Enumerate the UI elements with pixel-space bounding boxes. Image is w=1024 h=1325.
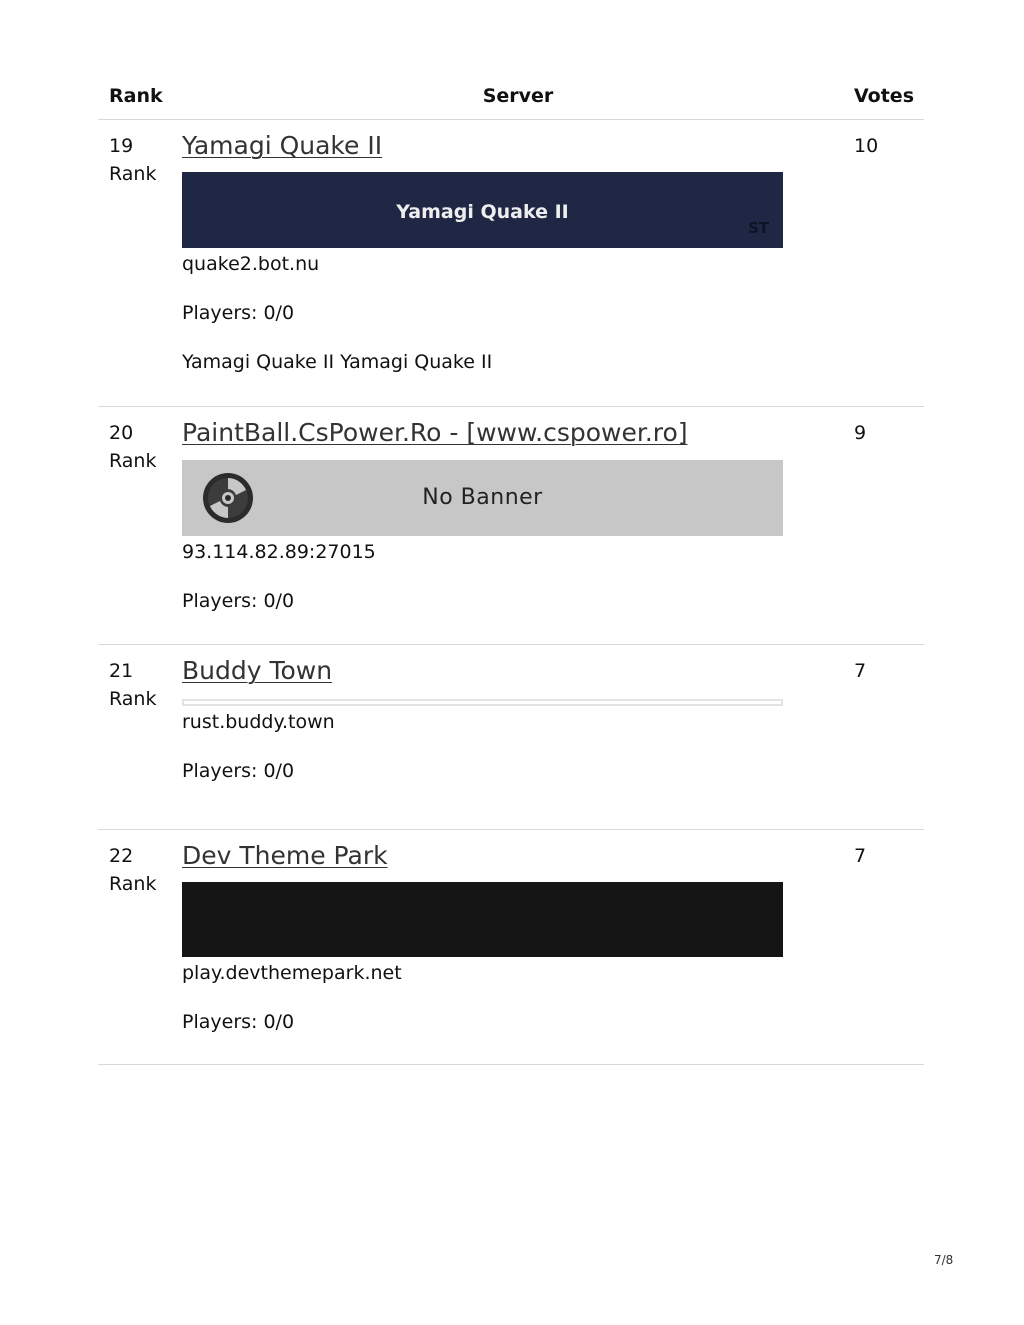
rank-column-header: Rank [109,85,163,107]
server-cell [182,645,854,829]
banner-text: No Banner [422,485,543,510]
rank-number: 21 [109,660,134,682]
server-name-link[interactable]: Yamagi Quake II [182,131,383,160]
player-count: Players: 0/0 [182,302,295,324]
player-count: Players: 0/0 [182,760,295,782]
table-row [98,120,924,407]
table-header [98,75,924,120]
table-row [98,407,924,645]
table-row [98,645,924,830]
server-cell [182,830,854,1064]
rank-cell [98,407,182,644]
server-name-link[interactable]: Buddy Town [182,656,333,685]
rank-cell [98,120,182,406]
server-cell [182,407,854,644]
banner-tag: ST [747,219,769,237]
rank-number: 22 [109,845,134,867]
server-banner[interactable] [182,882,783,957]
server-name-link[interactable]: Dev Theme Park [182,841,388,870]
rank-label: Rank [109,873,157,895]
rank-cell [98,645,182,829]
banner-title: Yamagi Quake II [396,201,569,223]
vote-count: 10 [854,135,879,157]
votes-column-header: Votes [854,85,914,107]
server-host: rust.buddy.town [182,711,335,733]
server-column-header: Server [482,85,554,107]
server-description: Yamagi Quake II Yamagi Quake II [182,351,493,373]
server-banner[interactable] [182,460,783,536]
rank-number: 20 [109,422,134,444]
rank-label: Rank [109,688,157,710]
player-count: Players: 0/0 [182,1011,295,1033]
vote-count: 9 [854,422,867,444]
player-count: Players: 0/0 [182,590,295,612]
server-host: play.devthemepark.net [182,962,402,984]
table-row [98,830,924,1065]
rank-number: 19 [109,135,134,157]
server-host: quake2.bot.nu [182,253,320,275]
server-cell [182,120,854,406]
server-host: 93.114.82.89:27015 [182,541,376,563]
page-number: 7/8 [934,1253,954,1267]
vote-count: 7 [854,845,867,867]
rank-cell [98,830,182,1064]
server-name-link[interactable]: PaintBall.CsPower.Ro - [www.cspower.ro] [182,418,688,447]
vote-count: 7 [854,660,867,682]
server-banner[interactable] [182,699,783,706]
server-ranking-table [98,75,924,1065]
server-banner[interactable] [182,172,783,248]
rank-label: Rank [109,163,157,185]
rank-label: Rank [109,450,157,472]
